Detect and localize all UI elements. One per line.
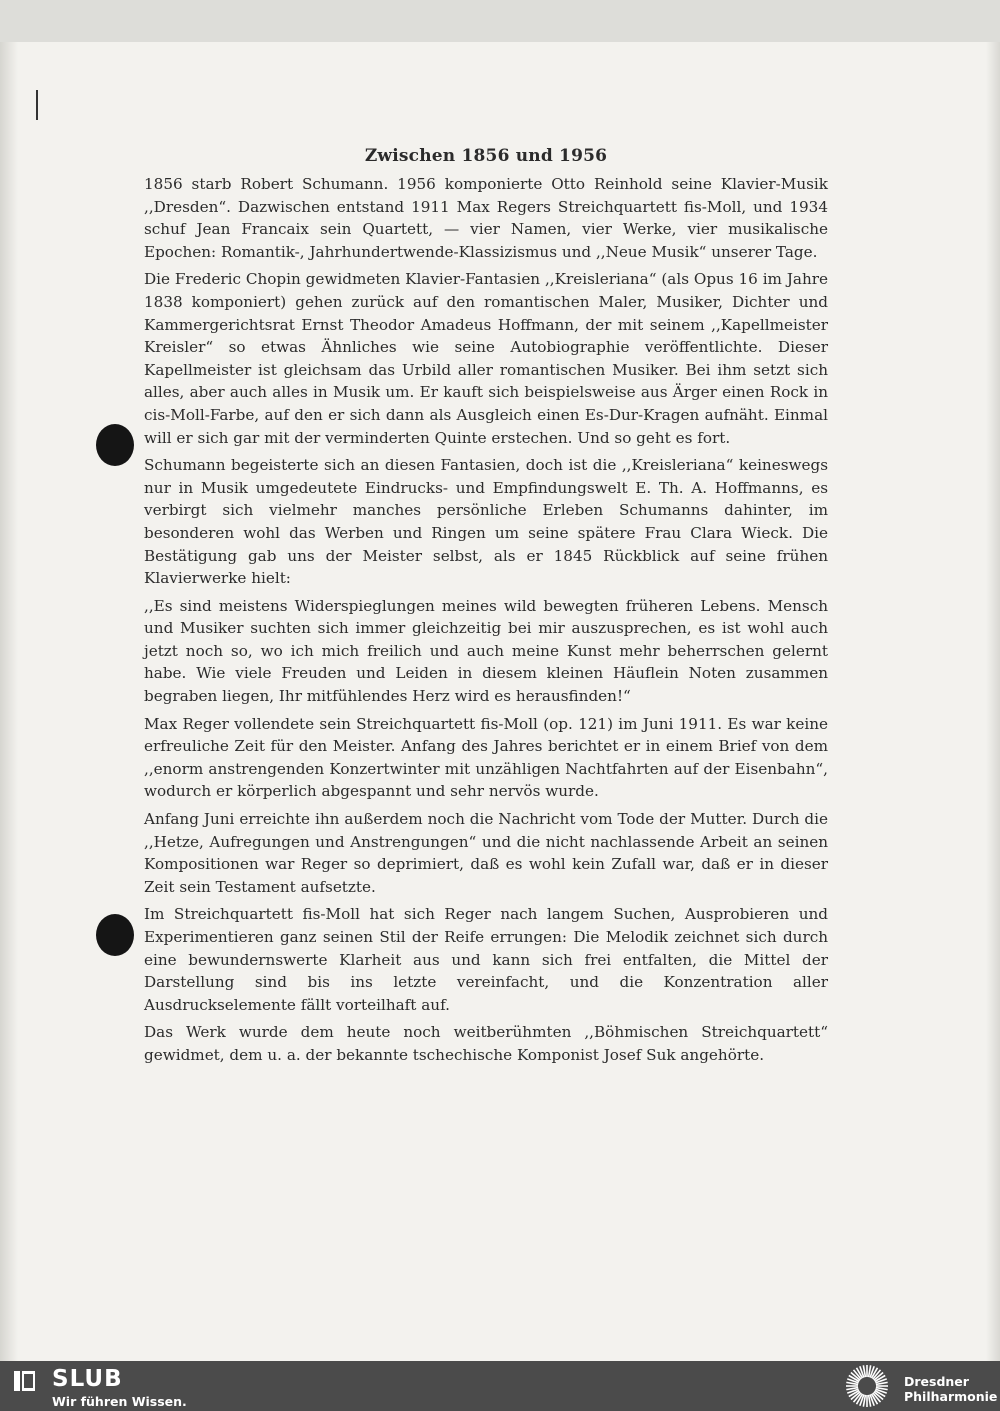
page-edge-left	[0, 42, 18, 1361]
punch-hole-top	[96, 424, 134, 466]
paragraph-1: 1856 starb Robert Schumann. 1956 komponierte Otto Reinhold seine Klavier-Musik ,,Dresden“. Dazwischen entstand 1911 Max Regers Streichquartett fis-Moll, und 1934 schuf Jean Francaix sein Quartett, — vier Namen, vier Werke, vier musikalische Epochen: Romantik-, Jahrhundertwende-Klassizismus und ,,Neue Musik“ unserer Tage.	[144, 175, 828, 261]
paragraph-3: Schumann begeisterte sich an diesen Fantasien, doch ist die ,,Kreisleriana“ keineswegs nur in Musik umgedeutete Eindrucks- und Empfindungswelt E. Th. A. Hoffmanns, es verbirgt sich vielmehr manches persönliche Erleben Schumanns dahinter, im besonderen wohl das Werben und Ringen um seine spätere Frau Clara Wieck. Die Bestätigung gab uns der Meister selbst, als er 1845 Rückblick auf seine frühen Klavierwerke hielt:	[144, 456, 828, 588]
slub-name[interactable]: SLUB	[52, 1366, 123, 1392]
paragraph-8: Das Werk wurde dem heute noch weitberühmten ,,Böhmischen Streichquartett“ gewidmet, dem u. a. der bekannte tschechische Komponist Josef Suk angehörte.	[144, 1023, 828, 1064]
quote-paragraph: ,,Es sind meistens Widerspieglungen meines wild bewegten früheren Lebens. Mensch und Musiker suchten sich immer gleichzeitig bei mir auszusprechen, es ist wohl auch jetzt noch so, wo ich mich freilich und auch meine Kunst mehr beherrschen gelernt habe. Wie viele Freuden und Leiden in diesem kleinen Häuflein Noten zusammen begraben liegen, Ihr mitfühlendes Herz wird es herausfinden!“	[144, 596, 828, 706]
paragraph-5: Max Reger vollendete sein Streichquartett fis-Moll (op. 121) im Juni 1911. Es war keine erfreuliche Zeit für den Meister. Anfang des Jahres berichtet er in einem Brief von dem ,,enorm anstrengenden Konzertwinter mit unzähligen Nachtfahrten auf der Eisenbahn“, wodurch er körperlich abgespannt und sehr nervös wurde.	[144, 714, 828, 801]
philharmonie-name-line1[interactable]: Dresdner	[904, 1374, 969, 1389]
slub-tagline: Wir führen Wissen.	[52, 1394, 187, 1409]
margin-mark	[36, 90, 38, 120]
paragraph-7: Im Streichquartett fis-Moll hat sich Reger nach langem Suchen, Ausprobieren und Experimentieren ganz seinen Stil der Reife errungen: Die Melodik zeichnet sich durch eine bewundernswerte Klarheit aus und kann sich frei entfalten, die Mittel der Darstellung sind bis ins letzte vereinfacht, und die Konzentration aller Ausdruckselemente fällt vorteilhaft auf.	[144, 905, 828, 1014]
paragraph-2: Die Frederic Chopin gewidmeten Klavier-Fantasien ,,Kreisleriana“ (als Opus 16 im Jahre 1838 komponiert) gehen zurück auf den romantischen Maler, Musiker, Dichter und Kammergerichtsrat Ernst Theodor Amadeus Hoffmann, der mit seinem ,,Kapellmeister Kreisler“ so etwas Ähnliches wie seine Autobiographie veröffentlichte. Dieser Kapellmeister ist gleichsam das Urbild aller romantischen Musiker. Bei ihm setzt sich alles, aber auch alles in Musik um. Er kauft sich beispielsweise aus Ärger einen Rock in cis-Moll-Farbe, auf den er sich dann als Ausgleich einen Es-Dur-Kragen aufnäht. Einmal will er sich gar mit der verminderten Quinte erstechen. Und so geht es fort.	[144, 270, 828, 447]
scan-top-border	[0, 0, 1000, 42]
punch-hole-bottom	[96, 914, 134, 956]
dresdner-philharmonie-sunburst-icon[interactable]	[842, 1363, 892, 1409]
document-body	[144, 146, 828, 1072]
philharmonie-name-line2[interactable]: Philharmonie	[904, 1389, 998, 1404]
paragraph-6: Anfang Juni erreichte ihn außerdem noch die Nachricht vom Tode der Mutter. Durch die ,,Hetze, Aufregungen und Anstrengungen“ und die nicht nachlassende Arbeit an seinen Kompositionen war Reger so deprimiert, daß es wohl kein Zufall war, daß er in dieser Zeit sein Testament aufsetzte.	[144, 810, 828, 896]
page-edge-right	[986, 42, 1000, 1361]
footer-bar	[0, 1361, 1000, 1411]
slub-book-icon[interactable]	[12, 1368, 38, 1394]
document-title: Zwischen 1856 und 1956	[364, 146, 608, 166]
